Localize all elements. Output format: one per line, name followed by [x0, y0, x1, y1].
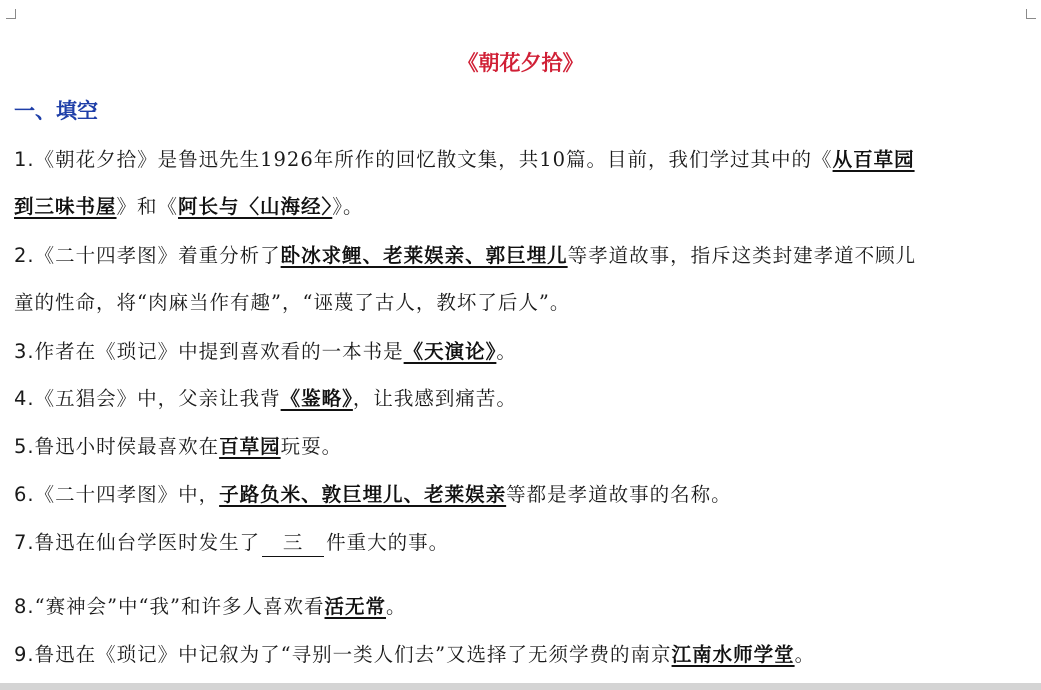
question-text: 》。: [332, 195, 364, 218]
question-text: 鲁迅在《琐记》中记叙为了“寻别一类人们去”又选择了无须学费的南京: [34, 643, 672, 666]
question-number: 7.: [14, 531, 35, 554]
section-heading: 一、填空: [14, 99, 98, 123]
question-2-line-1: [14, 232, 1030, 279]
question-number: 5.: [14, 435, 35, 458]
question-text: 《朝花夕拾》是鲁迅先生1926年所作的回忆散文集，共10篇。目前，我们学过其中的《: [34, 148, 833, 171]
question-text: 鲁迅在仙台学医时发生了: [34, 531, 261, 554]
question-text: 作者在《琐记》中提到喜欢看的一本书是: [34, 340, 404, 363]
answer-text: 《天演论》: [403, 340, 497, 363]
question-text: 。: [794, 643, 816, 666]
answer-text: 子路负米、敦巨埋儿、老莱娱亲: [219, 483, 507, 506]
question-text: 《二十四孝图》中，: [34, 483, 220, 506]
question-text: 鲁迅小时侯最喜欢在: [34, 435, 220, 458]
answer-text: 活无常: [324, 595, 387, 618]
question-number: 8.: [14, 595, 35, 618]
question-text: 玩耍。: [280, 435, 343, 458]
question-number: 6.: [14, 483, 35, 506]
question-text: 。: [386, 595, 407, 618]
question-text: 《二十四孝图》着重分析了: [34, 244, 281, 267]
question-2-line-2: [14, 279, 1030, 326]
question-number: 1.: [14, 148, 35, 171]
question-4: [14, 375, 1030, 422]
question-1-line-2: [14, 183, 1030, 230]
question-text: 等都是孝道故事的名称。: [506, 483, 732, 506]
question-text: 等孝道故事，指斥这类封建孝道不顾儿: [567, 244, 917, 267]
question-5: [14, 423, 1030, 470]
question-7: [14, 519, 1030, 566]
question-number: 3.: [14, 340, 35, 363]
question-text: 》和《: [116, 195, 179, 218]
question-text: 件重大的事。: [326, 531, 450, 554]
question-text: ，让我感到痛苦。: [352, 387, 517, 410]
question-number: 4.: [14, 387, 35, 410]
question-3: [14, 328, 1030, 375]
answer-text: 阿长与〈山海经〉: [178, 195, 333, 218]
answer-text: 江南水师学堂: [671, 643, 795, 666]
question-number: 2.: [14, 244, 35, 267]
question-text: 《五猖会》中，父亲让我背: [34, 387, 281, 410]
page-corner-mark-left: [6, 9, 16, 19]
document-title: 《朝花夕拾》: [457, 51, 584, 75]
answer-text: 从百草园: [832, 148, 915, 171]
answer-text: 到三味书屋: [14, 195, 117, 218]
answer-text: 《鉴略》: [280, 387, 353, 410]
answer-text: 百草园: [219, 435, 281, 458]
answer-blank: 三: [262, 530, 324, 557]
question-6: [14, 471, 1030, 518]
page-corner-mark-right: [1026, 9, 1036, 19]
question-text: 。: [496, 340, 517, 363]
question-number: 9.: [14, 643, 35, 666]
question-text: “赛神会”中“我”和许多人喜欢看: [34, 595, 325, 618]
question-1-line-1: [14, 136, 1030, 183]
bottom-scroll-edge: [0, 683, 1041, 690]
question-8: [14, 583, 1030, 630]
question-9: [14, 631, 1030, 678]
question-text: 童的性命，将“肉麻当作有趣”，“诬蔑了古人，教坏了后人”。: [14, 291, 571, 314]
answer-text: 卧冰求鲤、老莱娱亲、郭巨埋儿: [280, 244, 568, 267]
